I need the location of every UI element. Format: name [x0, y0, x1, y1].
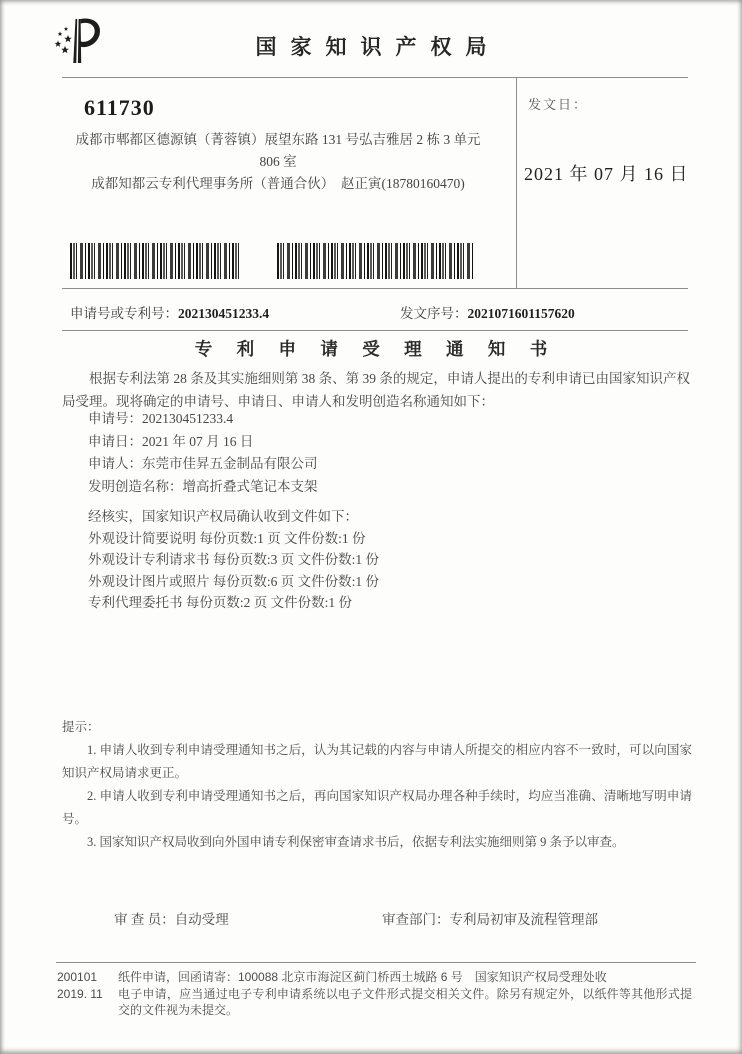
footer-divider	[56, 962, 696, 963]
received-doc-item: 专利代理委托书 每份页数:2 页 文件份数:1 份	[88, 595, 353, 610]
tips-section	[62, 716, 692, 854]
field-row-invention-title	[88, 476, 318, 499]
reference-row-divider	[62, 330, 688, 331]
barcode	[277, 243, 475, 279]
footer-notes	[118, 969, 692, 1019]
tip-item-3: 3. 国家知识产权局收到向外国申请专利保密审查请求书后，依据专利法实施细则第 9 条予以审查。	[87, 835, 625, 849]
field-value: 增高折叠式笔记本支架	[182, 478, 318, 494]
header-divider	[62, 77, 688, 78]
received-doc-item: 外观设计专利请求书 每份页数:3 页 文件份数:1 份	[88, 552, 380, 567]
field-label: 申请人：	[88, 456, 142, 471]
application-number-value: 202130451233.4	[178, 306, 270, 321]
tip-item-2: 2. 申请人收到专利申请受理通知书之后，再向国家知识产权局办理各种手续时，均应当准确、清晰地写明申请号。	[62, 789, 692, 826]
barcode	[70, 243, 242, 279]
form-code: 200101	[57, 970, 98, 984]
received-doc-item: 外观设计图片或照片 每份页数:6 页 文件份数:1 份	[88, 573, 380, 589]
notice-title: 专 利 申 请 受 理 通 知 书	[194, 339, 558, 359]
recipient-address-line2: 806 室	[259, 154, 297, 169]
application-number-label: 申请号或专利号：	[70, 306, 178, 321]
tips-label: 提示：	[62, 720, 100, 734]
examiner-label: 审 查 员：	[114, 912, 175, 927]
issue-box-divider	[516, 77, 517, 288]
serial-number-label: 发文序号：	[400, 306, 468, 321]
electronic-filing-note: 电子申请，应当通过电子专利申请系统以电子文件形式提交相关文件。除另有规定外，以纸件等其他形式提交的文件视为未提交。	[118, 986, 692, 1017]
org-title: 国家知识产权局	[255, 35, 501, 59]
received-intro: 经核实，国家知识产权局确认收到文件如下：	[88, 509, 358, 524]
recipient-agency-contact: 成都知都云专利代理事务所（普通合伙） 赵正寅(18780160470)	[91, 176, 465, 191]
notice-fields	[88, 408, 318, 498]
recipient-address-line1: 成都市郫都区德源镇（菁蓉镇）展望东路 131 号弘吉雅居 2 栋 3 单元	[75, 132, 481, 147]
form-date: 2019. 11	[57, 986, 103, 1001]
field-row-application-date	[88, 431, 318, 454]
field-row-application-no	[88, 408, 318, 431]
address-box-bottom-divider	[62, 288, 688, 289]
department-label: 审查部门：	[382, 912, 450, 927]
paper-filing-note: 纸件申请，回函请寄：100088 北京市海淀区蓟门桥西土城路 6 号 国家知识产权局受理处收	[118, 970, 607, 984]
field-label: 发明创造名称：	[88, 478, 183, 494]
field-value: 2021 年 07 月 16 日	[142, 433, 254, 449]
received-documents-section	[88, 506, 379, 614]
department-value: 专利局初审及流程管理部	[449, 912, 598, 927]
notice-intro-paragraph: 根据专利法第 28 条及其实施细则第 38 条、第 39 条的规定，申请人提出的专利申请已由国家知识产权局受理。现将确定的申请号、申请日、申请人和发明创造名称通知如下：	[62, 371, 690, 409]
recipient-address-block	[64, 129, 492, 195]
serial-number-value: 2021071601157620	[467, 306, 575, 321]
form-code-block	[57, 969, 103, 1002]
field-value: 202130451233.4	[142, 411, 234, 426]
field-row-applicant	[88, 453, 318, 476]
field-label: 申请号：	[88, 411, 142, 426]
issue-date-label: 发文日：	[528, 97, 589, 112]
tip-item-1: 1. 申请人收到专利申请受理通知书之后，认为其记载的内容与申请人所提交的相应内容不一致时，可以向国家知识产权局请求更正。	[62, 743, 692, 780]
field-value: 东莞市佳昇五金制品有限公司	[142, 456, 318, 471]
issue-date-value: 2021 年 07 月 16 日	[524, 164, 689, 184]
received-doc-item: 外观设计简要说明 每份页数:1 页 文件份数:1 份	[88, 530, 366, 546]
examiner-value: 自动受理	[174, 912, 229, 927]
recipient-postal-code: 611730	[84, 95, 155, 120]
field-label: 申请日：	[88, 433, 142, 449]
